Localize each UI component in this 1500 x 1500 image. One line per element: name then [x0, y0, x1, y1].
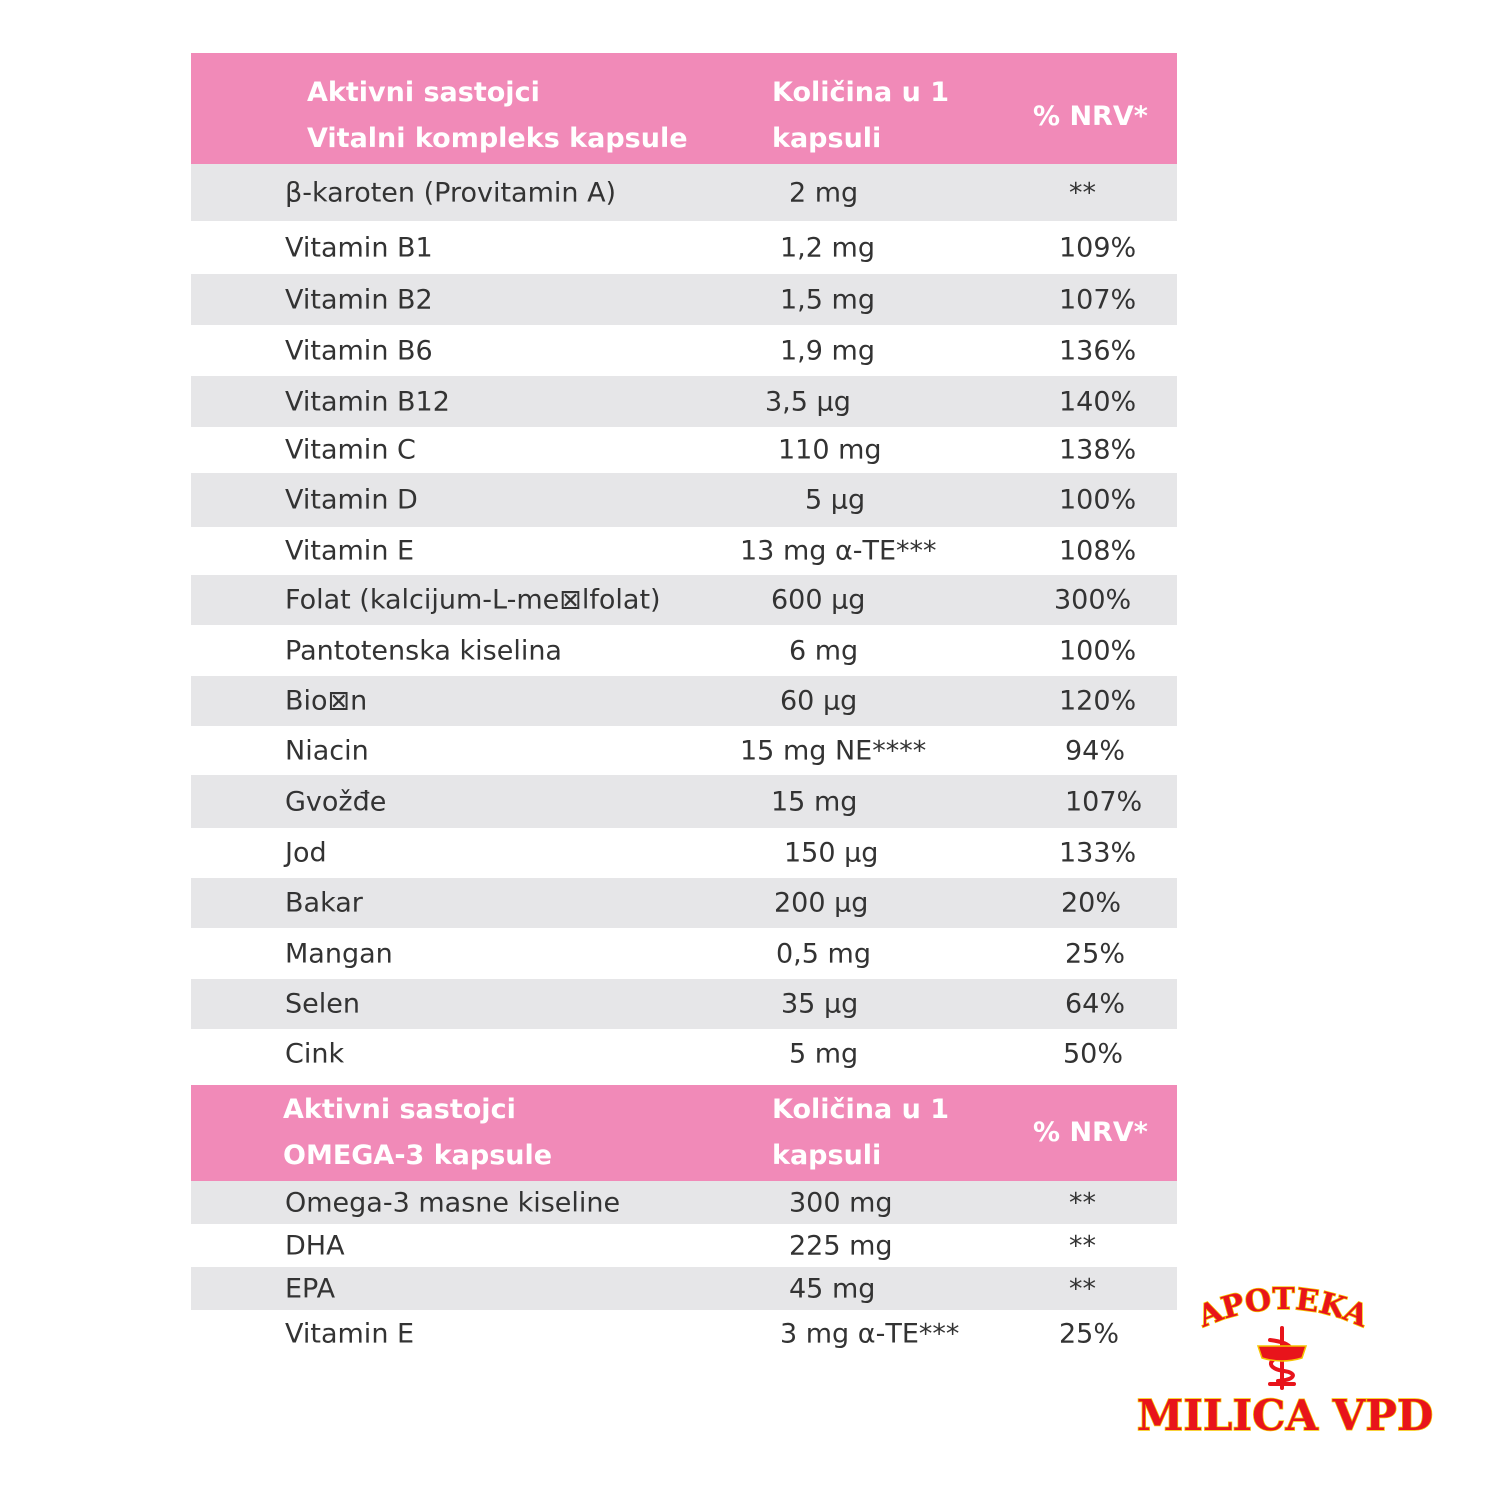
- ingredient-amount: 110 mg: [778, 434, 882, 466]
- ingredient-nrv: 138%: [1059, 434, 1137, 466]
- header-col1-line2: OMEGA-3 kapsule: [283, 1140, 553, 1171]
- table-row: [191, 164, 1177, 221]
- ingredient-amount: 200 µg: [774, 887, 869, 919]
- ingredient-name: Vitamin D: [285, 484, 418, 516]
- table-row: [191, 575, 1177, 625]
- ingredient-amount: 5 µg: [805, 484, 866, 516]
- header-col1-line1: Aktivni sastojci: [307, 77, 540, 108]
- ingredient-nrv: **: [1069, 177, 1096, 208]
- ingredient-amount: 2 mg: [789, 177, 859, 208]
- bowl-of-hygieia-icon: [1258, 1328, 1306, 1388]
- ingredient-amount: 6 mg: [789, 635, 859, 666]
- ingredient-name: Vitamin B6: [285, 335, 433, 366]
- table-row: [191, 625, 1177, 676]
- table-row: [191, 527, 1177, 575]
- ingredient-nrv: 20%: [1061, 887, 1122, 919]
- table-row: [191, 676, 1177, 726]
- ingredient-nrv: 108%: [1059, 535, 1137, 567]
- table-row: [191, 274, 1177, 325]
- ingredient-name: Vitamin C: [285, 434, 416, 466]
- ingredient-amount: 150 µg: [784, 837, 879, 869]
- ingredient-name: Vitamin E: [285, 535, 415, 567]
- ingredient-name: β-karoten (Provitamin A): [285, 177, 617, 208]
- table-row: [191, 1029, 1177, 1079]
- ingredient-amount: 3,5 µg: [765, 386, 851, 417]
- ingredient-nrv: 50%: [1063, 1038, 1124, 1070]
- header-col2-line1: Količina u 1: [772, 77, 950, 108]
- ingredient-amount: 1,9 mg: [780, 335, 875, 366]
- ingredient-amount: 300 mg: [789, 1187, 893, 1218]
- header-col1-line2: Vitalni kompleks kapsule: [307, 123, 688, 154]
- ingredient-nrv: 109%: [1059, 232, 1137, 263]
- table-row: [191, 376, 1177, 427]
- table-row: [191, 1181, 1177, 1224]
- table-row: [191, 1224, 1177, 1267]
- ingredient-name: EPA: [285, 1273, 336, 1304]
- table-row: [191, 878, 1177, 928]
- header-col1-line1: Aktivni sastojci: [283, 1094, 516, 1125]
- table-header: [191, 53, 1177, 164]
- omega3-table: [191, 1085, 1177, 1357]
- table-row: [191, 726, 1177, 775]
- table-row: [191, 979, 1177, 1029]
- ingredient-nrv: 100%: [1059, 484, 1137, 516]
- ingredient-amount: 1,2 mg: [780, 232, 875, 263]
- logo-top-text: APOTEKA: [1193, 1281, 1374, 1335]
- table-row: [191, 473, 1177, 527]
- ingredient-amount: 60 µg: [780, 685, 858, 717]
- ingredient-nrv: **: [1069, 1187, 1096, 1218]
- header-col2-line2: kapsuli: [772, 1140, 882, 1171]
- ingredient-name: Folat (kalcijum-L-me⊠lfolat): [285, 584, 661, 616]
- table-row: [191, 1310, 1177, 1357]
- table-row: [191, 1267, 1177, 1310]
- ingredient-nrv: 133%: [1059, 837, 1137, 869]
- ingredient-amount: 15 mg: [771, 786, 858, 817]
- ingredient-nrv: 25%: [1065, 938, 1126, 969]
- ingredient-name: Gvožđe: [285, 786, 387, 817]
- ingredient-name: Vitamin B12: [285, 386, 450, 417]
- ingredient-amount: 225 mg: [789, 1230, 893, 1261]
- ingredient-name: Vitamin B1: [285, 232, 433, 263]
- ingredient-nrv: **: [1069, 1230, 1096, 1261]
- ingredient-name: DHA: [285, 1230, 345, 1261]
- ingredient-nrv: 100%: [1059, 635, 1137, 666]
- table-row: [191, 221, 1177, 274]
- ingredient-nrv: 107%: [1065, 786, 1143, 817]
- ingredient-name: Bakar: [285, 887, 363, 919]
- header-col2-line1: Količina u 1: [772, 1094, 950, 1125]
- apoteka-milica-logo: [1120, 1280, 1450, 1450]
- ingredient-nrv: 107%: [1059, 284, 1137, 315]
- ingredient-nrv: 140%: [1059, 386, 1137, 417]
- ingredient-amount: 5 mg: [789, 1038, 859, 1070]
- ingredient-nrv: 25%: [1059, 1318, 1120, 1349]
- ingredient-amount: 3 mg α-TE***: [780, 1318, 960, 1349]
- ingredient-name: Mangan: [285, 938, 393, 969]
- header-col3: % NRV*: [1033, 101, 1148, 132]
- ingredient-amount: 0,5 mg: [776, 938, 871, 969]
- ingredient-name: Niacin: [285, 735, 369, 766]
- ingredient-nrv: 94%: [1065, 735, 1126, 766]
- ingredient-name: Pantotenska kiselina: [285, 635, 562, 666]
- table-row: [191, 775, 1177, 828]
- ingredient-name: Vitamin E: [285, 1318, 415, 1349]
- header-col3: % NRV*: [1033, 1117, 1148, 1148]
- ingredient-amount: 15 mg NE****: [740, 735, 927, 766]
- table-body: [191, 164, 1177, 1079]
- ingredient-name: Vitamin B2: [285, 284, 433, 315]
- logo-bottom-text: MILICA VPD: [1136, 1391, 1434, 1440]
- ingredient-nrv: 136%: [1059, 335, 1137, 366]
- table-row: [191, 325, 1177, 376]
- ingredient-nrv: 120%: [1059, 685, 1137, 717]
- ingredient-nrv: **: [1069, 1273, 1096, 1304]
- table-row: [191, 427, 1177, 473]
- ingredient-amount: 1,5 mg: [780, 284, 875, 315]
- ingredient-name: Jod: [285, 837, 327, 869]
- ingredient-nrv: 64%: [1065, 988, 1126, 1020]
- ingredient-amount: 35 µg: [781, 988, 859, 1020]
- table-header: [191, 1085, 1177, 1181]
- ingredient-amount: 45 mg: [789, 1273, 876, 1304]
- table-row: [191, 928, 1177, 979]
- ingredient-amount: 600 µg: [771, 584, 866, 616]
- ingredient-name: Omega-3 masne kiseline: [285, 1187, 621, 1218]
- ingredient-name: Bio⊠n: [285, 685, 368, 717]
- table-body: [191, 1181, 1177, 1357]
- vitalni-kompleks-table: [191, 53, 1177, 1079]
- header-col2-line2: kapsuli: [772, 123, 882, 154]
- ingredient-nrv: 300%: [1054, 584, 1132, 616]
- ingredient-name: Cink: [285, 1038, 345, 1070]
- ingredient-amount: 13 mg α-TE***: [740, 535, 937, 567]
- ingredient-name: Selen: [285, 988, 360, 1020]
- table-row: [191, 828, 1177, 878]
